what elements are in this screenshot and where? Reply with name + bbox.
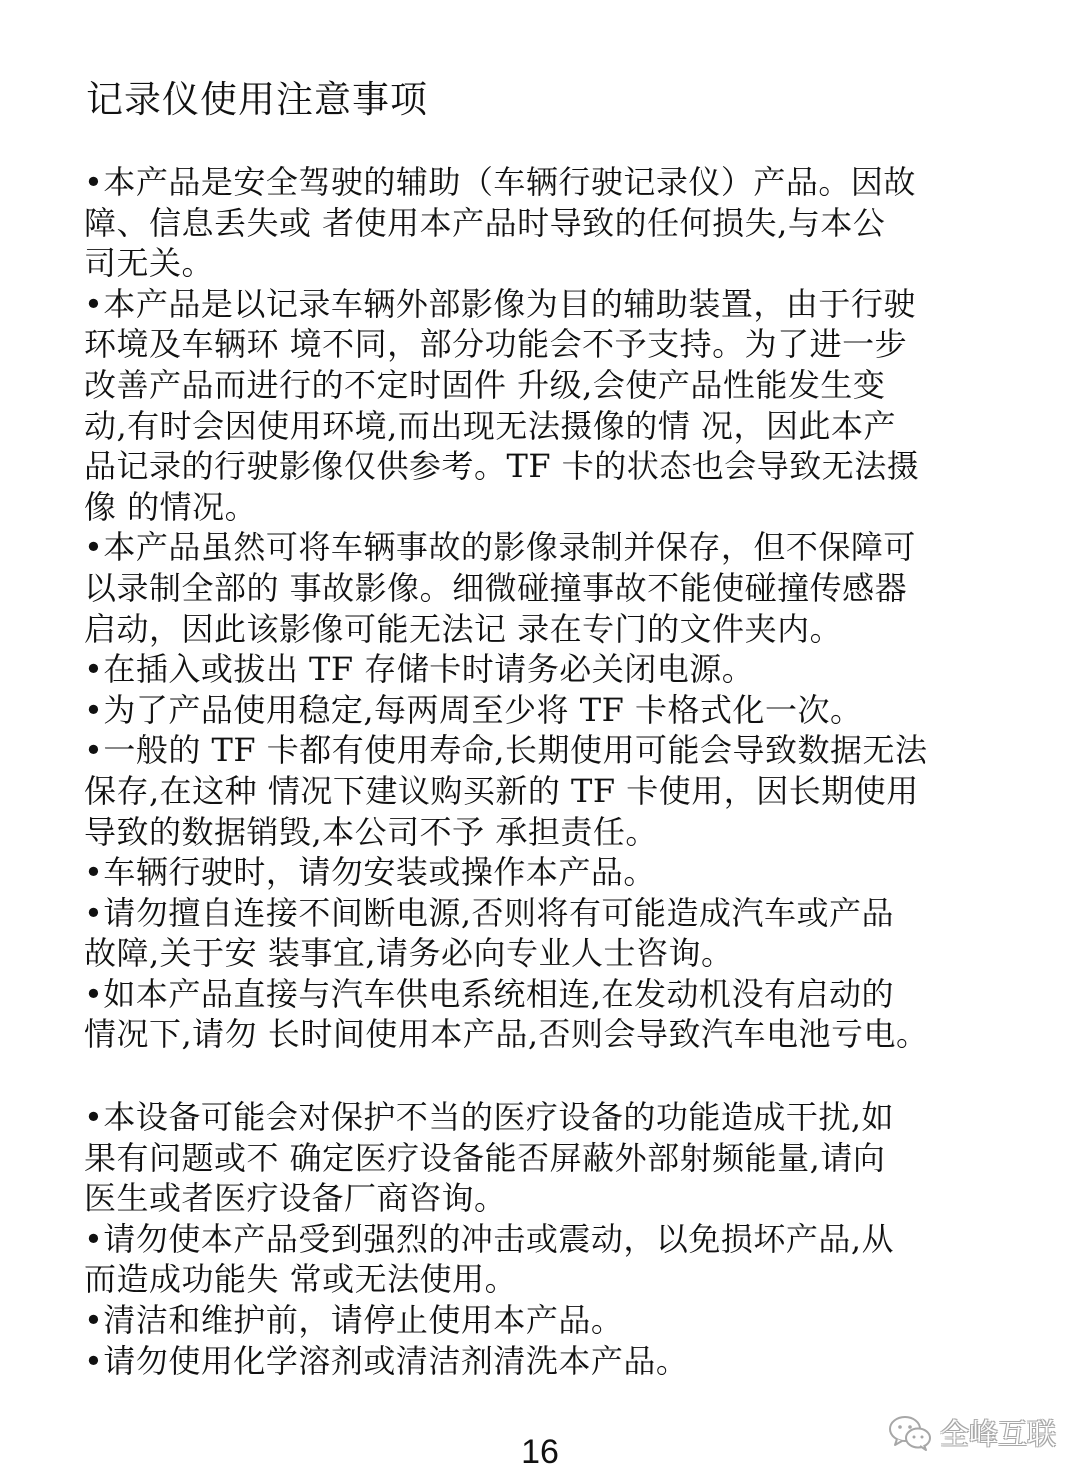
text-line: •本产品是安全驾驶的辅助（车辆行驶记录仪）产品。因故 bbox=[84, 163, 916, 201]
text-line: 像 的情况。 bbox=[84, 487, 258, 526]
page-number: 16 bbox=[521, 1433, 559, 1471]
text-line: 环境及车辆环 境不同，部分功能会不予支持。为了进一步 bbox=[84, 325, 908, 364]
text-line: 导致的数据销毁,本公司不予 承担责任。 bbox=[84, 812, 658, 851]
text-line: 保存,在这种 情况下建议购买新的 TF 卡使用，因长期使用 bbox=[84, 771, 919, 810]
text-line: •本产品是以记录车辆外部影像为目的辅助装置，由于行驶 bbox=[84, 284, 916, 323]
text-line: 故障,关于安 装事宜,请务必向专业人士咨询。 bbox=[84, 934, 734, 973]
text-line: 而造成功能失 常或无法使用。 bbox=[84, 1260, 518, 1299]
text-line: 启动，因此该影像可能无法记 录在专门的文件夹内。 bbox=[84, 609, 843, 648]
text-line: 品记录的行驶影像仅供参考。TF 卡的状态也会导致无法摄 bbox=[84, 447, 920, 486]
notes-block-safety bbox=[84, 1097, 1024, 1381]
page-title: 记录仪使用注意事项 bbox=[86, 79, 428, 120]
text-line: 障、信息丢失或 者使用本产品时导致的任何损失,与本公 bbox=[84, 203, 886, 242]
text-line: •请勿使用化学溶剂或清洁剂清洗本产品。 bbox=[84, 1341, 689, 1380]
wechat-icon bbox=[888, 1414, 932, 1452]
text-line: 改善产品而进行的不定时固件 升级,会使产品性能发生变 bbox=[84, 365, 886, 404]
text-line: •如本产品直接与汽车供电系统相连,在发动机没有启动的 bbox=[84, 974, 895, 1013]
text-line: •清洁和维护前，请停止使用本产品。 bbox=[84, 1300, 624, 1339]
text-line: •请勿使本产品受到强烈的冲击或震动，以免损坏产品,从 bbox=[84, 1219, 895, 1258]
text-line: •请勿擅自连接不间断电源,否则将有可能造成汽车或产品 bbox=[84, 893, 895, 932]
text-line: 医生或者医疗设备厂商咨询。 bbox=[84, 1179, 507, 1218]
text-line: 动,有时会因使用环境,而出现无法摄像的情 况，因此本产 bbox=[84, 406, 897, 445]
text-line: 司无关。 bbox=[84, 244, 215, 283]
text-line: •在插入或拔出 TF 存储卡时请务必关闭电源。 bbox=[84, 650, 755, 689]
text-line: •一般的 TF 卡都有使用寿命,长期使用可能会导致数据无法 bbox=[84, 731, 928, 770]
text-line: 情况下,请勿 长时间使用本产品,否则会导致汽车电池亏电。 bbox=[84, 1015, 929, 1054]
text-line: 果有问题或不 确定医疗设备能否屏蔽外部射频能量,请向 bbox=[84, 1138, 886, 1177]
text-line: •车辆行驶时，请勿安装或操作本产品。 bbox=[84, 853, 656, 892]
notes-block-recorder bbox=[84, 162, 1024, 1055]
watermark bbox=[888, 1412, 1056, 1453]
watermark-text: 全峰互联 bbox=[940, 1417, 1057, 1451]
text-line: •本设备可能会对保护不当的医疗设备的功能造成干扰,如 bbox=[84, 1098, 895, 1136]
text-line: 以录制全部的 事故影像。细微碰撞事故不能使碰撞传感器 bbox=[84, 568, 908, 607]
text-line: •本产品虽然可将车辆事故的影像录制并保存，但不保障可 bbox=[84, 528, 916, 567]
text-line: •为了产品使用稳定,每两周至少将 TF 卡格式化一次。 bbox=[84, 690, 863, 729]
